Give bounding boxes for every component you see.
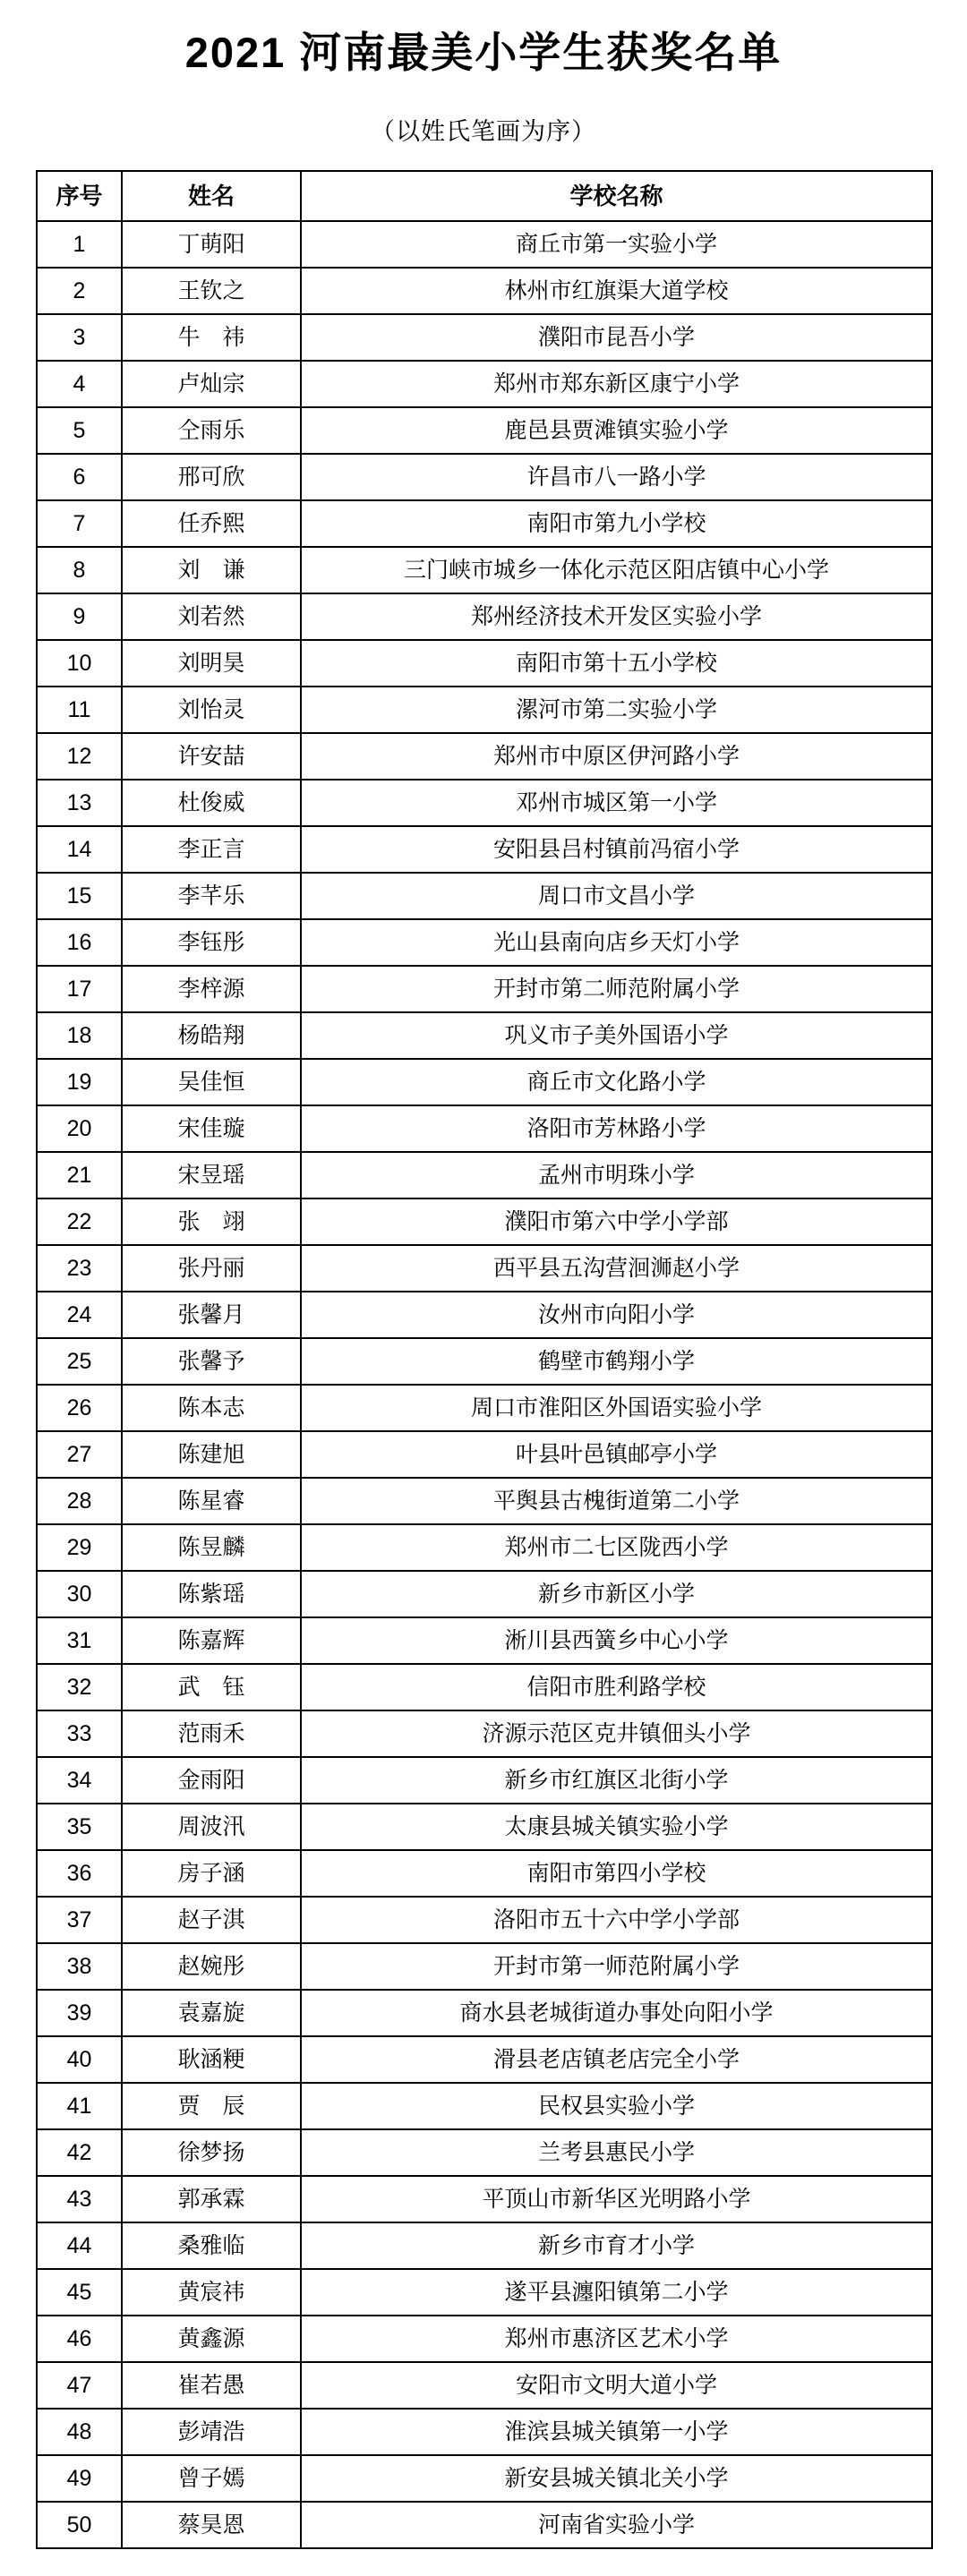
cell-name: 刘若然 — [122, 593, 301, 640]
cell-index: 11 — [37, 687, 122, 733]
table-row — [37, 1152, 932, 1198]
table-row — [37, 2083, 932, 2129]
table-row — [37, 1617, 932, 1664]
table-row — [37, 1710, 932, 1757]
cell-name: 陈嘉辉 — [122, 1617, 301, 1664]
table-row — [37, 919, 932, 966]
cell-index: 34 — [37, 1757, 122, 1804]
cell-school: 许昌市八一路小学 — [301, 454, 932, 500]
cell-index: 9 — [37, 593, 122, 640]
cell-name: 桑雅临 — [122, 2222, 301, 2269]
cell-school: 濮阳市第六中学小学部 — [301, 1198, 932, 1245]
cell-school: 安阳县吕村镇前冯宿小学 — [301, 826, 932, 873]
table-row — [37, 640, 932, 687]
cell-index: 25 — [37, 1338, 122, 1385]
cell-index: 32 — [37, 1664, 122, 1710]
cell-school: 商丘市第一实验小学 — [301, 221, 932, 268]
cell-name: 宋佳璇 — [122, 1105, 301, 1152]
column-header-name: 姓名 — [122, 171, 301, 221]
table-row — [37, 1198, 932, 1245]
cell-school: 西平县五沟营洄浉赵小学 — [301, 1245, 932, 1292]
cell-name: 周波汛 — [122, 1804, 301, 1850]
cell-name: 彭靖浩 — [122, 2409, 301, 2455]
cell-index: 4 — [37, 361, 122, 407]
cell-name: 武 钰 — [122, 1664, 301, 1710]
cell-school: 洛阳市芳林路小学 — [301, 1105, 932, 1152]
column-header-school: 学校名称 — [301, 171, 932, 221]
table-row — [37, 2036, 932, 2083]
table-row — [37, 2269, 932, 2316]
cell-index: 3 — [37, 314, 122, 361]
cell-index: 19 — [37, 1059, 122, 1105]
cell-index: 39 — [37, 1990, 122, 2036]
cell-school: 济源示范区克井镇佃头小学 — [301, 1710, 932, 1757]
cell-index: 1 — [37, 221, 122, 268]
cell-name: 崔若愚 — [122, 2362, 301, 2409]
table-body — [37, 221, 932, 2548]
cell-school: 郑州市二七区陇西小学 — [301, 1524, 932, 1571]
cell-name: 李钰彤 — [122, 919, 301, 966]
cell-index: 50 — [37, 2502, 122, 2548]
table-row — [37, 2455, 932, 2502]
cell-school: 洛阳市五十六中学小学部 — [301, 1897, 932, 1943]
cell-index: 8 — [37, 547, 122, 593]
table-header — [37, 171, 932, 221]
cell-index: 13 — [37, 780, 122, 826]
cell-index: 35 — [37, 1804, 122, 1850]
cell-index: 33 — [37, 1710, 122, 1757]
cell-index: 18 — [37, 1012, 122, 1059]
cell-school: 新安县城关镇北关小学 — [301, 2455, 932, 2502]
cell-name: 张馨月 — [122, 1292, 301, 1338]
cell-name: 金雨阳 — [122, 1757, 301, 1804]
cell-index: 47 — [37, 2362, 122, 2409]
cell-school: 安阳市文明大道小学 — [301, 2362, 932, 2409]
cell-index: 6 — [37, 454, 122, 500]
cell-name: 贾 辰 — [122, 2083, 301, 2129]
cell-name: 耿涵粳 — [122, 2036, 301, 2083]
cell-index: 36 — [37, 1850, 122, 1897]
cell-name: 张 翊 — [122, 1198, 301, 1245]
cell-school: 汝州市向阳小学 — [301, 1292, 932, 1338]
table-row — [37, 1524, 932, 1571]
cell-school: 新乡市新区小学 — [301, 1571, 932, 1617]
cell-index: 45 — [37, 2269, 122, 2316]
cell-school: 林州市红旗渠大道学校 — [301, 268, 932, 314]
cell-name: 刘怡灵 — [122, 687, 301, 733]
cell-name: 郭承霖 — [122, 2176, 301, 2222]
cell-index: 17 — [37, 966, 122, 1012]
cell-index: 10 — [37, 640, 122, 687]
table-row — [37, 2222, 932, 2269]
cell-school: 商丘市文化路小学 — [301, 1059, 932, 1105]
cell-index: 20 — [37, 1105, 122, 1152]
table-row — [37, 1850, 932, 1897]
cell-index: 27 — [37, 1431, 122, 1478]
cell-index: 40 — [37, 2036, 122, 2083]
table-row — [37, 1897, 932, 1943]
cell-name: 范雨禾 — [122, 1710, 301, 1757]
cell-name: 陈本志 — [122, 1385, 301, 1431]
cell-name: 张丹丽 — [122, 1245, 301, 1292]
cell-index: 7 — [37, 500, 122, 547]
cell-name: 蔡昊恩 — [122, 2502, 301, 2548]
table-row — [37, 1757, 932, 1804]
table-row — [37, 2409, 932, 2455]
table-row — [37, 1804, 932, 1850]
table-row — [37, 361, 932, 407]
cell-school: 孟州市明珠小学 — [301, 1152, 932, 1198]
table-row — [37, 1990, 932, 2036]
table-row — [37, 780, 932, 826]
cell-index: 12 — [37, 733, 122, 780]
table-header-row — [37, 171, 932, 221]
cell-name: 吴佳恒 — [122, 1059, 301, 1105]
cell-school: 民权县实验小学 — [301, 2083, 932, 2129]
cell-school: 巩义市子美外国语小学 — [301, 1012, 932, 1059]
cell-name: 陈紫瑶 — [122, 1571, 301, 1617]
table-row — [37, 1431, 932, 1478]
table-row — [37, 2362, 932, 2409]
cell-name: 张馨予 — [122, 1338, 301, 1385]
cell-index: 38 — [37, 1943, 122, 1990]
table-row — [37, 2129, 932, 2176]
cell-name: 仝雨乐 — [122, 407, 301, 454]
table-row — [37, 1012, 932, 1059]
cell-index: 42 — [37, 2129, 122, 2176]
cell-school: 郑州市中原区伊河路小学 — [301, 733, 932, 780]
cell-name: 李梓源 — [122, 966, 301, 1012]
cell-name: 宋昱瑶 — [122, 1152, 301, 1198]
cell-school: 商水县老城街道办事处向阳小学 — [301, 1990, 932, 2036]
table-row — [37, 547, 932, 593]
page-title: 2021 河南最美小学生获奖名单 — [184, 29, 783, 76]
cell-school: 漯河市第二实验小学 — [301, 687, 932, 733]
table-row — [37, 2316, 932, 2362]
cell-name: 许安喆 — [122, 733, 301, 780]
cell-school: 鹤壁市鹤翔小学 — [301, 1338, 932, 1385]
cell-index: 22 — [37, 1198, 122, 1245]
cell-school: 邓州市城区第一小学 — [301, 780, 932, 826]
table-row — [37, 221, 932, 268]
table-row — [37, 454, 932, 500]
table-row — [37, 966, 932, 1012]
award-table-container — [0, 170, 967, 2576]
cell-school: 淮滨县城关镇第一小学 — [301, 2409, 932, 2455]
cell-index: 15 — [37, 873, 122, 919]
cell-school: 新乡市育才小学 — [301, 2222, 932, 2269]
cell-school: 平顶山市新华区光明路小学 — [301, 2176, 932, 2222]
table-row — [37, 1245, 932, 1292]
cell-school: 叶县叶邑镇邮亭小学 — [301, 1431, 932, 1478]
cell-index: 29 — [37, 1524, 122, 1571]
cell-name: 袁嘉旋 — [122, 1990, 301, 2036]
award-list-table — [36, 170, 933, 2549]
cell-school: 开封市第一师范附属小学 — [301, 1943, 932, 1990]
cell-index: 26 — [37, 1385, 122, 1431]
cell-name: 曾子嫣 — [122, 2455, 301, 2502]
cell-index: 24 — [37, 1292, 122, 1338]
cell-index: 5 — [37, 407, 122, 454]
cell-school: 南阳市第九小学校 — [301, 500, 932, 547]
cell-school: 南阳市第四小学校 — [301, 1850, 932, 1897]
cell-name: 卢灿宗 — [122, 361, 301, 407]
cell-index: 23 — [37, 1245, 122, 1292]
cell-school: 兰考县惠民小学 — [301, 2129, 932, 2176]
table-row — [37, 733, 932, 780]
cell-school: 淅川县西簧乡中心小学 — [301, 1617, 932, 1664]
table-row — [37, 407, 932, 454]
cell-index: 28 — [37, 1478, 122, 1524]
table-row — [37, 314, 932, 361]
cell-school: 河南省实验小学 — [301, 2502, 932, 2548]
cell-school: 平舆县古槐街道第二小学 — [301, 1478, 932, 1524]
table-row — [37, 1292, 932, 1338]
table-row — [37, 2502, 932, 2548]
table-row — [37, 687, 932, 733]
cell-school: 鹿邑县贾滩镇实验小学 — [301, 407, 932, 454]
cell-name: 陈星睿 — [122, 1478, 301, 1524]
cell-name: 牛 祎 — [122, 314, 301, 361]
cell-name: 李正言 — [122, 826, 301, 873]
cell-index: 46 — [37, 2316, 122, 2362]
cell-index: 21 — [37, 1152, 122, 1198]
cell-index: 31 — [37, 1617, 122, 1664]
cell-school: 周口市文昌小学 — [301, 873, 932, 919]
document-page — [0, 25, 967, 2576]
table-row — [37, 1478, 932, 1524]
table-row — [37, 1105, 932, 1152]
cell-name: 赵婉彤 — [122, 1943, 301, 1990]
cell-name: 杨皓翔 — [122, 1012, 301, 1059]
table-row — [37, 1664, 932, 1710]
table-row — [37, 1338, 932, 1385]
cell-name: 徐梦扬 — [122, 2129, 301, 2176]
table-row — [37, 593, 932, 640]
cell-index: 44 — [37, 2222, 122, 2269]
table-row — [37, 873, 932, 919]
cell-name: 李芊乐 — [122, 873, 301, 919]
table-row — [37, 2176, 932, 2222]
cell-name: 杜俊威 — [122, 780, 301, 826]
cell-school: 郑州经济技术开发区实验小学 — [301, 593, 932, 640]
cell-name: 房子涵 — [122, 1850, 301, 1897]
table-row — [37, 268, 932, 314]
cell-school: 光山县南向店乡天灯小学 — [301, 919, 932, 966]
cell-name: 赵子淇 — [122, 1897, 301, 1943]
cell-school: 太康县城关镇实验小学 — [301, 1804, 932, 1850]
cell-index: 30 — [37, 1571, 122, 1617]
table-row — [37, 826, 932, 873]
cell-school: 信阳市胜利路学校 — [301, 1664, 932, 1710]
cell-name: 王钦之 — [122, 268, 301, 314]
cell-school: 周口市淮阳区外国语实验小学 — [301, 1385, 932, 1431]
cell-index: 2 — [37, 268, 122, 314]
cell-index: 14 — [37, 826, 122, 873]
table-row — [37, 1571, 932, 1617]
cell-name: 丁萌阳 — [122, 221, 301, 268]
cell-name: 黄宸祎 — [122, 2269, 301, 2316]
cell-school: 三门峡市城乡一体化示范区阳店镇中心小学 — [301, 547, 932, 593]
cell-name: 陈昱麟 — [122, 1524, 301, 1571]
cell-index: 41 — [37, 2083, 122, 2129]
cell-school: 郑州市惠济区艺术小学 — [301, 2316, 932, 2362]
cell-school: 郑州市郑东新区康宁小学 — [301, 361, 932, 407]
cell-name: 刘明昊 — [122, 640, 301, 687]
cell-school: 滑县老店镇老店完全小学 — [301, 2036, 932, 2083]
cell-index: 37 — [37, 1897, 122, 1943]
cell-index: 43 — [37, 2176, 122, 2222]
table-row — [37, 1943, 932, 1990]
table-row — [37, 1059, 932, 1105]
table-row — [37, 1385, 932, 1431]
cell-school: 濮阳市昆吾小学 — [301, 314, 932, 361]
table-row — [37, 500, 932, 547]
cell-school: 遂平县瀍阳镇第二小学 — [301, 2269, 932, 2316]
cell-index: 16 — [37, 919, 122, 966]
cell-name: 任乔熙 — [122, 500, 301, 547]
cell-name: 陈建旭 — [122, 1431, 301, 1478]
cell-school: 新乡市红旗区北街小学 — [301, 1757, 932, 1804]
cell-name: 邢可欣 — [122, 454, 301, 500]
cell-name: 黄鑫源 — [122, 2316, 301, 2362]
cell-name: 刘 谦 — [122, 547, 301, 593]
cell-index: 49 — [37, 2455, 122, 2502]
page-subtitle: （以姓氏笔画为序） — [371, 118, 596, 146]
cell-school: 开封市第二师范附属小学 — [301, 966, 932, 1012]
column-header-index: 序号 — [37, 171, 122, 221]
cell-school: 南阳市第十五小学校 — [301, 640, 932, 687]
cell-index: 48 — [37, 2409, 122, 2455]
